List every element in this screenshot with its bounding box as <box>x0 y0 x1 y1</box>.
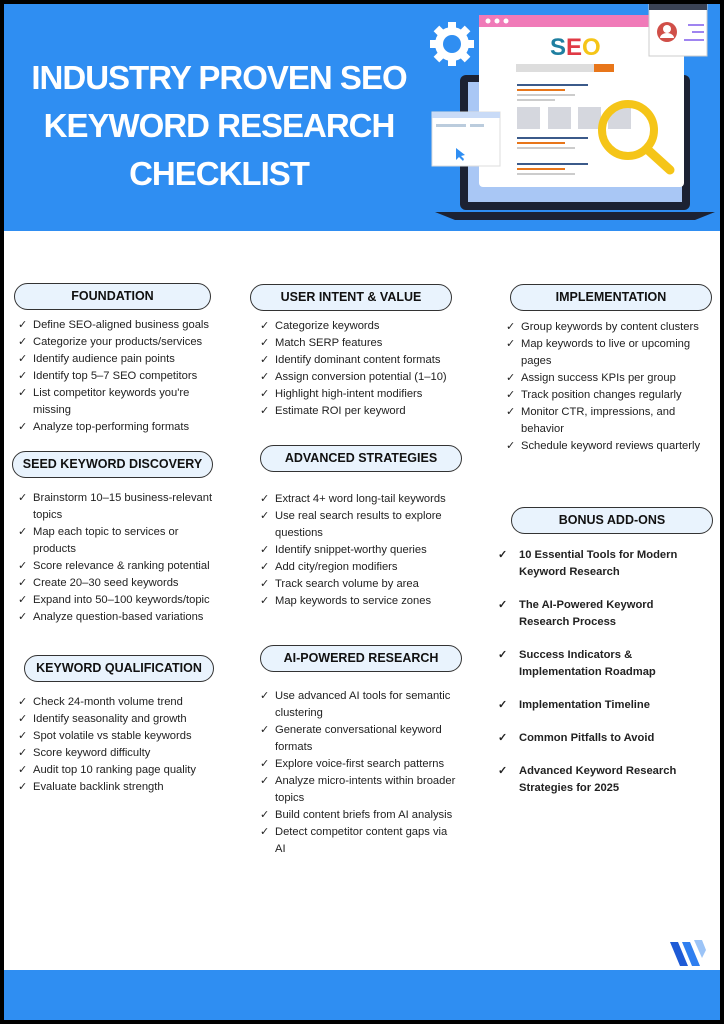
checkmark-icon: ✓ <box>506 440 516 452</box>
checklist-item <box>260 559 460 576</box>
checkmark-icon: ✓ <box>260 724 270 736</box>
checklist-item <box>260 508 460 542</box>
checklist-item-text: Match SERP features <box>275 337 383 349</box>
checklist-item-text: Track search volume by area <box>275 578 419 590</box>
checklist-item-text: Check 24-month volume trend <box>33 696 183 708</box>
checkmark-icon: ✓ <box>260 388 270 400</box>
checklist-item <box>18 419 218 436</box>
checklist-implementation <box>506 319 711 455</box>
checklist-item-text: Audit top 10 ranking page quality <box>33 764 196 776</box>
checkmark-icon: ✓ <box>260 493 270 505</box>
checklist-item <box>18 592 218 609</box>
checkmark-icon: ✓ <box>18 526 28 538</box>
checkmark-icon: ✓ <box>260 595 270 607</box>
section-heading-advanced: ADVANCED STRATEGIES <box>260 445 462 472</box>
checklist-item <box>18 334 218 351</box>
checklist-item-text: Spot volatile vs stable keywords <box>33 730 192 742</box>
checkmark-icon: ✓ <box>18 319 28 331</box>
checklist-item <box>260 369 470 386</box>
checklist-item <box>260 824 460 858</box>
seo-logo-text: SEO <box>550 34 601 61</box>
section-heading-intent: USER INTENT & VALUE <box>250 284 452 311</box>
checkmark-icon: ✓ <box>18 560 28 572</box>
checklist-item-text: Success Indicators & Implementation Roadmap <box>519 649 656 678</box>
checklist-item <box>18 779 218 796</box>
checkmark-icon: ✓ <box>260 578 270 590</box>
checkmark-icon: ✓ <box>498 549 508 561</box>
checklist-item <box>18 575 218 592</box>
checklist-item <box>18 711 218 728</box>
checklist-item <box>260 688 460 722</box>
checkmark-icon: ✓ <box>18 387 28 399</box>
checklist-item-text: Monitor CTR, impressions, and behavior <box>521 406 676 435</box>
checklist-item <box>260 386 470 403</box>
checklist-item <box>506 336 711 370</box>
checklist-item <box>18 317 218 334</box>
checkmark-icon: ✓ <box>260 775 270 787</box>
checklist-item-text: Identify top 5–7 SEO competitors <box>33 370 198 382</box>
checkmark-icon: ✓ <box>260 405 270 417</box>
section-heading-qualification: KEYWORD QUALIFICATION <box>24 655 214 682</box>
checkmark-icon: ✓ <box>260 690 270 702</box>
checkmark-icon: ✓ <box>260 354 270 366</box>
checklist-item-text: Analyze micro-intents within broader topics <box>275 775 456 804</box>
checklist-item-text: Map keywords to service zones <box>275 595 432 607</box>
checklist-item <box>260 335 470 352</box>
checkmark-icon: ✓ <box>18 781 28 793</box>
checkmark-icon: ✓ <box>498 649 508 661</box>
checklist-item <box>18 351 218 368</box>
checklist-qualification <box>18 694 218 796</box>
checklist-item-text: Implementation Timeline <box>519 699 650 711</box>
checklist-item <box>506 438 711 455</box>
checklist-item-text: Assign conversion potential (1–10) <box>275 371 447 383</box>
checklist-item-text: Create 20–30 seed keywords <box>33 577 179 589</box>
footer-band <box>4 970 720 1020</box>
checklist-item <box>18 524 218 558</box>
checkmark-icon: ✓ <box>506 372 516 384</box>
checklist-item-text: Categorize keywords <box>275 320 380 332</box>
checklist-item-text: Add city/region modifiers <box>275 561 398 573</box>
checkmark-icon: ✓ <box>18 764 28 776</box>
checklist-item-text: Advanced Keyword Research Strategies for 2025 <box>519 765 677 794</box>
checklist-item-text: Estimate ROI per keyword <box>275 405 406 417</box>
checklist-item <box>260 403 470 420</box>
checklist-item <box>506 404 711 438</box>
page-title <box>4 54 434 198</box>
seo-illustration <box>420 4 720 230</box>
checklist-item <box>18 762 218 779</box>
user-avatar-icon <box>657 22 677 42</box>
checklist-item <box>260 318 470 335</box>
checkmark-icon: ✓ <box>498 765 508 777</box>
checkmark-icon: ✓ <box>260 337 270 349</box>
checklist-item-text: Assign success KPIs per group <box>521 372 676 384</box>
checkmark-icon: ✓ <box>506 389 516 401</box>
checklist-item-text: Use real search results to explore questions <box>275 510 442 539</box>
checklist-item-text: Explore voice-first search patterns <box>275 758 445 770</box>
checklist-item <box>18 609 218 626</box>
section-heading-seed: SEED KEYWORD DISCOVERY <box>12 451 213 478</box>
section-heading-foundation: FOUNDATION <box>14 283 211 310</box>
checklist-item-text: Map each topic to services or products <box>33 526 179 555</box>
checkmark-icon: ✓ <box>260 809 270 821</box>
header-banner <box>4 4 720 231</box>
checklist-item-text: Brainstorm 10–15 business-relevant topics <box>33 492 213 521</box>
checklist-item <box>260 722 460 756</box>
checklist-item-text: Common Pitfalls to Avoid <box>519 732 655 744</box>
checkmark-icon: ✓ <box>18 336 28 348</box>
checkmark-icon: ✓ <box>506 338 516 350</box>
checklist-item-text: The AI-Powered Keyword Research Process <box>519 599 654 628</box>
section-heading-bonus: BONUS ADD-ONS <box>511 507 713 534</box>
checkmark-icon: ✓ <box>506 406 516 418</box>
checklist-ai <box>260 688 460 858</box>
checklist-item <box>18 490 218 524</box>
checklist-item-text: Categorize your products/services <box>33 336 203 348</box>
checklist-intent <box>260 318 470 420</box>
checkmark-icon: ✓ <box>18 747 28 759</box>
checklist-item <box>498 730 703 747</box>
checkmark-icon: ✓ <box>18 594 28 606</box>
checklist-item <box>260 542 460 559</box>
checklist-item <box>260 756 460 773</box>
checklist-page <box>4 4 720 1020</box>
checklist-item-text: Use advanced AI tools for semantic clustering <box>275 690 451 719</box>
checklist-item-text: Map keywords to live or upcoming pages <box>521 338 691 367</box>
checklist-item-text: List competitor keywords you're missing <box>33 387 190 416</box>
brand-logo <box>668 936 708 968</box>
checklist-item-text: Identify seasonality and growth <box>33 713 187 725</box>
checkmark-icon: ✓ <box>18 421 28 433</box>
checklist-bonus <box>498 547 703 813</box>
checkmark-icon: ✓ <box>498 599 508 611</box>
checkmark-icon: ✓ <box>260 320 270 332</box>
checklist-item <box>18 385 218 419</box>
checkmark-icon: ✓ <box>18 492 28 504</box>
checkmark-icon: ✓ <box>498 699 508 711</box>
checkmark-icon: ✓ <box>498 732 508 744</box>
title-line-1: INDUSTRY PROVEN SEO <box>31 59 407 96</box>
checkmark-icon: ✓ <box>260 510 270 522</box>
checklist-item <box>18 745 218 762</box>
checklist-item-text: Identify audience pain points <box>33 353 175 365</box>
checkmark-icon: ✓ <box>18 353 28 365</box>
checklist-item-text: Analyze question-based variations <box>33 611 204 623</box>
checklist-item <box>18 368 218 385</box>
checkmark-icon: ✓ <box>18 696 28 708</box>
checkmark-icon: ✓ <box>260 544 270 556</box>
section-heading-ai: AI-POWERED RESEARCH <box>260 645 462 672</box>
checklist-item <box>18 728 218 745</box>
checklist-item <box>498 647 703 681</box>
checklist-item-text: Track position changes regularly <box>521 389 682 401</box>
checklist-item-text: Analyze top-performing formats <box>33 421 190 433</box>
title-line-3: CHECKLIST <box>129 155 309 192</box>
checklist-item-text: Build content briefs from AI analysis <box>275 809 453 821</box>
checkmark-icon: ✓ <box>260 561 270 573</box>
checkmark-icon: ✓ <box>18 577 28 589</box>
checkmark-icon: ✓ <box>18 370 28 382</box>
checklist-item-text: Expand into 50–100 keywords/topic <box>33 594 210 606</box>
checklist-item-text: Generate conversational keyword formats <box>275 724 442 753</box>
checklist-item-text: Highlight high-intent modifiers <box>275 388 423 400</box>
checklist-item <box>18 558 218 575</box>
checklist-item <box>506 387 711 404</box>
checkmark-icon: ✓ <box>260 371 270 383</box>
checklist-item-text: Schedule keyword reviews quarterly <box>521 440 701 452</box>
checkmark-icon: ✓ <box>260 758 270 770</box>
checklist-item <box>260 593 460 610</box>
checklist-item <box>498 697 703 714</box>
checklist-item-text: Extract 4+ word long-tail keywords <box>275 493 446 505</box>
checklist-item <box>260 352 470 369</box>
checklist-item-text: Identify snippet-worthy queries <box>275 544 427 556</box>
checklist-item <box>260 491 460 508</box>
checklist-item-text: Score keyword difficulty <box>33 747 151 759</box>
checklist-item-text: Detect competitor content gaps via AI <box>275 826 448 855</box>
checklist-item <box>18 694 218 711</box>
checkmark-icon: ✓ <box>18 730 28 742</box>
checklist-item <box>260 807 460 824</box>
checklist-advanced <box>260 491 460 610</box>
checklist-item <box>260 773 460 807</box>
checklist-item-text: Group keywords by content clusters <box>521 321 699 333</box>
checkmark-icon: ✓ <box>18 713 28 725</box>
checklist-item-text: Evaluate backlink strength <box>33 781 164 793</box>
checklist-item <box>498 597 703 631</box>
checklist-item <box>506 319 711 336</box>
checklist-item <box>260 576 460 593</box>
checklist-item <box>506 370 711 387</box>
section-heading-implementation: IMPLEMENTATION <box>510 284 712 311</box>
checklist-seed <box>18 490 218 626</box>
checklist-item-text: Define SEO-aligned business goals <box>33 319 209 331</box>
title-line-2: KEYWORD RESEARCH <box>43 107 395 144</box>
checklist-item <box>498 547 703 581</box>
checkmark-icon: ✓ <box>506 321 516 333</box>
checkmark-icon: ✓ <box>260 826 270 838</box>
checklist-foundation <box>18 317 218 436</box>
gear-icon <box>430 22 474 66</box>
checklist-item <box>498 763 703 797</box>
checkmark-icon: ✓ <box>18 611 28 623</box>
checklist-item-text: 10 Essential Tools for Modern Keyword Research <box>519 549 678 578</box>
checklist-item-text: Identify dominant content formats <box>275 354 441 366</box>
checklist-item-text: Score relevance & ranking potential <box>33 560 210 572</box>
